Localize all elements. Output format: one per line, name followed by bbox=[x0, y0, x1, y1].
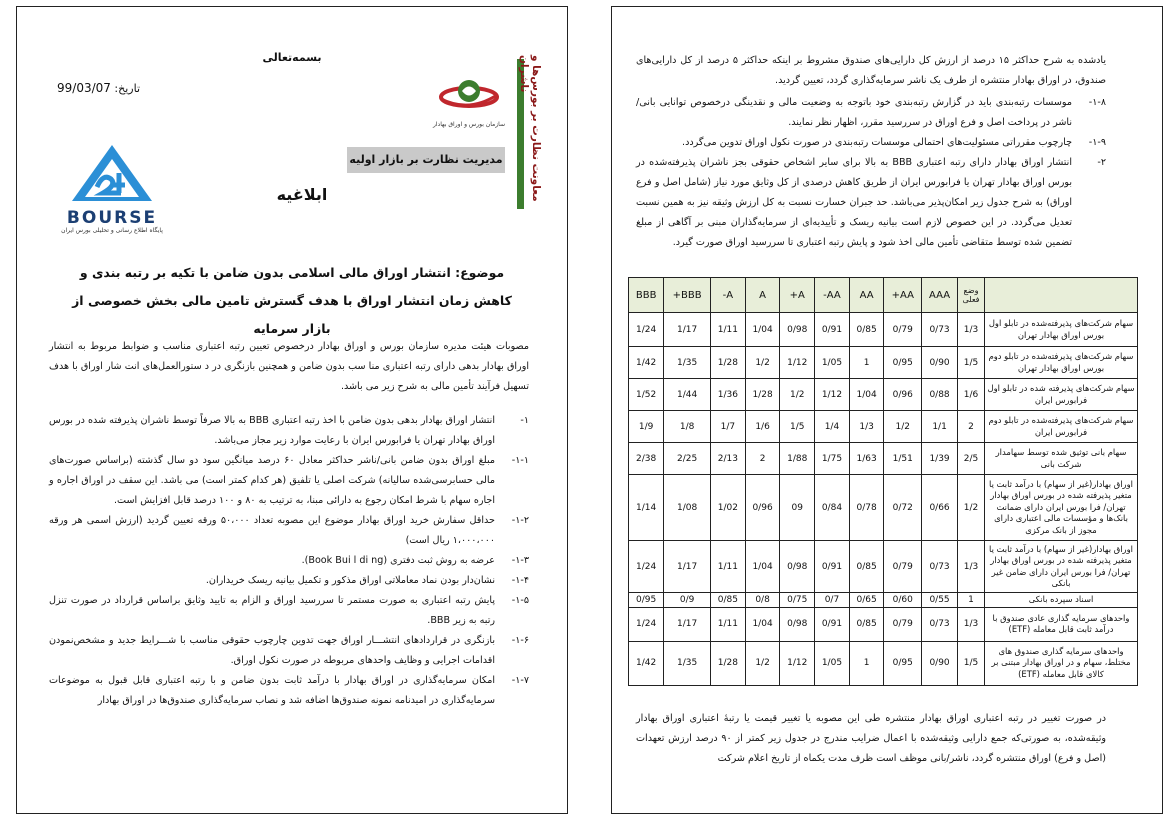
table-cell: 1 bbox=[849, 641, 884, 685]
notice-title: ابلاغیه bbox=[276, 185, 328, 204]
table-cell: 1/17 bbox=[664, 607, 711, 641]
side-vertical-title: معاونت نظارت بر بورس‌ها و ناشران bbox=[518, 55, 542, 202]
table-cell: 1/24 bbox=[629, 541, 664, 593]
item-number: ۱- bbox=[520, 415, 529, 426]
table-row-description: اسناد سپرده بانکی bbox=[985, 593, 1138, 608]
table-cell: 0/98 bbox=[780, 607, 815, 641]
table-cell: 1/6 bbox=[745, 411, 780, 443]
current-status-cell: 2 bbox=[958, 411, 985, 443]
item-number: ۱-۴- bbox=[511, 575, 529, 586]
table-cell: 1/75 bbox=[815, 443, 850, 475]
closing-paragraph: در صورت تغییر در رتبه اعتباری اوراق بهادار منتشره طی این مصوبه یا تغییر قیمت یا رتبهٔ اعتباری اوراق بهادار وثیقه‌شده، به صورتی‌که جمع دارایی وثیقه‌شده با اعمال ضرایب مندرج در جدول زیر کمتر از ۹۰ درصد ارزش تعهدات (اصل و فرع) اوراق منتشره گردد، ناشر/بانی موظف است ظرف مدت یکماه از تاریخ اعلام شرکت bbox=[636, 713, 1106, 764]
table-cell: 1/36 bbox=[711, 379, 746, 411]
column-header: A- bbox=[711, 278, 746, 313]
table-row-description: سهام شرکت‌های پذیرفته شده در تابلو اول فرابورس ایران bbox=[985, 379, 1138, 411]
bourse-logo-word: BOURSE bbox=[66, 208, 158, 228]
table-cell: 1/04 bbox=[745, 313, 780, 347]
table-row-description: اوراق بهادار(غیر از سهام) با درآمد ثابت یا متغیر پذیرفته شده در بورس اوراق بهادار تهران/ فرا بورس ایران دارای ضمانت بانک‌ها و مؤسسات مالی اعتباری دارای مجوز از بانک مرکزی bbox=[985, 475, 1138, 541]
table-cell: 1/7 bbox=[711, 411, 746, 443]
table-cell: 0/73 bbox=[922, 313, 958, 347]
table-row-description: سهام بانی توثیق شده توسط سهامدار شرکت بانی bbox=[985, 443, 1138, 475]
table-cell: 0/95 bbox=[884, 347, 922, 379]
current-status-cell: 2/5 bbox=[958, 443, 985, 475]
table-cell: 1/35 bbox=[664, 641, 711, 685]
item-number: ۱-۳- bbox=[511, 555, 529, 566]
item-text: امکان سرمایه‌گذاری در اوراق بهادار با درآمد ثابت بدون ضامن و با رتبه اعتباری قابل قبول به موضوعات سرمایه‌گذاری در امیدنامه نمونه صندوق‌ها اضافه شد و نصاب سرمایه‌گذاری صندوق‌ها در اوراق بهادار bbox=[49, 675, 495, 706]
table-cell: 1/28 bbox=[711, 347, 746, 379]
item-text: انتشار اوراق بهادار بدهی بدون ضامن با اخذ رتبه اعتباری BBB به بالا صرفاً توسط ناشران پذیرفته شده در بورس اوراق بهادار تهران یا فرابورس ایران با رعایت موارد زیر مجاز می‌باشد. bbox=[49, 415, 495, 446]
item-number: ۱-۷- bbox=[511, 675, 529, 686]
table-cell: 1/11 bbox=[711, 313, 746, 347]
table-cell: 1/24 bbox=[629, 607, 664, 641]
sebo-emblem-icon bbox=[429, 73, 509, 117]
table-cell: 0/88 bbox=[922, 379, 958, 411]
right-top-text bbox=[636, 51, 1106, 253]
current-status-cell: 1/5 bbox=[958, 641, 985, 685]
column-header: AA+ bbox=[884, 278, 922, 313]
table-cell: 1/63 bbox=[849, 443, 884, 475]
table-cell: 1/1 bbox=[922, 411, 958, 443]
current-status-cell: 1/3 bbox=[958, 313, 985, 347]
list-item bbox=[49, 571, 529, 591]
table-cell: 0/95 bbox=[884, 641, 922, 685]
table-cell: 0/85 bbox=[849, 541, 884, 593]
list-item bbox=[636, 133, 1106, 153]
item-text: چارچوب مقرراتی مسئولیت‌های احتمالی موسسات رتبه‌بندی در صورت نکول اوراق تدوین می‌گردد. bbox=[682, 137, 1072, 148]
table-cell: 0/79 bbox=[884, 541, 922, 593]
bourse-emblem-icon bbox=[57, 143, 167, 205]
table-row-description: واحدهای سرمایه گذاری صندوق های مختلط، سهام و در اوراق بهادار مبتنی بر کالای قابل معامله (ETF) bbox=[985, 641, 1138, 685]
sebo-logo-text: سازمان بورس و اوراق بهادار bbox=[432, 121, 505, 128]
table-cell: 1/88 bbox=[780, 443, 815, 475]
table-cell: 2/38 bbox=[629, 443, 664, 475]
table-cell: 0/73 bbox=[922, 541, 958, 593]
table-cell: 1/04 bbox=[745, 541, 780, 593]
item-number: ۱-۸- bbox=[1088, 97, 1106, 108]
sebo-logo bbox=[429, 73, 509, 133]
table-row bbox=[629, 541, 1138, 593]
column-header: BBB+ bbox=[664, 278, 711, 313]
table-cell: 0/96 bbox=[745, 475, 780, 541]
table-cell: 1/42 bbox=[629, 347, 664, 379]
table-cell: 0/65 bbox=[849, 593, 884, 608]
current-status-cell: 1/6 bbox=[958, 379, 985, 411]
date-line bbox=[57, 81, 140, 95]
current-status-cell: 1/3 bbox=[958, 541, 985, 593]
list-item bbox=[49, 511, 529, 551]
list-item bbox=[49, 631, 529, 671]
column-header: A bbox=[745, 278, 780, 313]
table-row-description: واحدهای سرمایه گذاری عادی صندوق با درآمد ثابت قابل معامله (ETF) bbox=[985, 607, 1138, 641]
table-cell: 0/60 bbox=[884, 593, 922, 608]
table-cell: 0/98 bbox=[780, 541, 815, 593]
column-header: A+ bbox=[780, 278, 815, 313]
column-header: BBB bbox=[629, 278, 664, 313]
table-cell: 1/28 bbox=[745, 379, 780, 411]
item-number: ۱-۹- bbox=[1088, 137, 1106, 148]
list-item bbox=[636, 153, 1106, 253]
table-cell: 0/90 bbox=[922, 641, 958, 685]
table-cell: 09 bbox=[780, 475, 815, 541]
item-number: ۱-۲- bbox=[511, 515, 529, 526]
table-cell: 0/91 bbox=[815, 607, 850, 641]
table-cell: 1/52 bbox=[629, 379, 664, 411]
right-bottom-text bbox=[636, 709, 1106, 771]
item-text: موسسات رتبه‌بندی باید در گزارش رتبه‌بندی خود باتوجه به وضعیت مالی و نقدینگی درخصوص توانایی بانی/ناشر در پرداخت اصل و فرع اوراق در سررسید مقرر، اظهار نظر نمایند. bbox=[636, 97, 1072, 128]
current-status-cell: 1 bbox=[958, 593, 985, 608]
table-row-description: سهام شرکت‌های پذیرفته‌شده در تابلو دوم بورس اوراق بهادار تهران bbox=[985, 347, 1138, 379]
item-number: ۱-۱- bbox=[511, 455, 529, 466]
table-row bbox=[629, 313, 1138, 347]
bourse-logo-caption: پایگاه اطلاع رسانی و تحلیلی بورس ایران bbox=[61, 227, 163, 234]
item-text: انتشار اوراق بهادار دارای رتبه اعتباری BBB به بالا برای سایر اشخاص حقوقی بجز ناشران پذیرفته‌شده در بورس اوراق بهادار تهران یا فرابورس ایران از طریق کاهش درصدی از کل وثایق مورد نیاز (شامل اصل و فرع اوراق) به شرح جدول زیر امکان‌پذیر می‌باشد. حد جبران خسارت نسبت به کل ارزش وثیقه نیز به همین نسبت تعدیل می‌گردد. در این خصوص لازم است بیانیه ریسک و تأییدیه‌ای از سرمایه‌گذاران مبنی بر آگاهی از مبلغ تضمین شده توسط متقاضی تأمین مالی اخذ شود و پایش رتبه اعتباری تا سررسید اوراق صورت گیرد. bbox=[636, 157, 1072, 248]
table-cell: 1/35 bbox=[664, 347, 711, 379]
table-cell: 1/17 bbox=[664, 313, 711, 347]
table-body bbox=[629, 313, 1138, 686]
table-cell: 1/08 bbox=[664, 475, 711, 541]
table-row bbox=[629, 607, 1138, 641]
table-cell: 1/2 bbox=[745, 641, 780, 685]
date-value: 99/03/07 bbox=[57, 81, 111, 95]
document-page-left bbox=[16, 6, 568, 814]
document-page-right bbox=[611, 6, 1163, 814]
table-row bbox=[629, 347, 1138, 379]
table-cell: 1/5 bbox=[780, 411, 815, 443]
table-cell: 1/05 bbox=[815, 641, 850, 685]
item-number: ۱-۵- bbox=[511, 595, 529, 606]
list-item bbox=[636, 93, 1106, 133]
table-cell: 0/79 bbox=[884, 313, 922, 347]
bismillah-header: بسمه‌تعالی bbox=[262, 51, 322, 64]
list-item bbox=[49, 591, 529, 631]
table-cell: 0/85 bbox=[849, 313, 884, 347]
table-cell: 1/11 bbox=[711, 607, 746, 641]
table-row bbox=[629, 593, 1138, 608]
item-number: ۲- bbox=[1097, 157, 1106, 168]
subject-line-2: کاهش زمان انتشار اوراق با هدف گسترش تامین مالی بخش خصوصی از بازار سرمایه bbox=[72, 293, 512, 336]
table-header-row bbox=[629, 278, 1138, 313]
column-header: AAA bbox=[922, 278, 958, 313]
table-row-description: اوراق بهادار(غیر از سهام) با درآمد ثابت یا متغیر پذیرفته شده در بورس اوراق بهادار تهران/ فرا بورس ایران دارای ضامن غیر بانکی bbox=[985, 541, 1138, 593]
item-text: عرضه به روش ثبت دفتری (Book Bui l di ng). bbox=[301, 555, 495, 566]
table-cell: 0/85 bbox=[711, 593, 746, 608]
left-body-text bbox=[49, 337, 529, 711]
table-cell: 2/13 bbox=[711, 443, 746, 475]
table-cell: 0/8 bbox=[745, 593, 780, 608]
table-cell: 0/75 bbox=[780, 593, 815, 608]
table-row bbox=[629, 411, 1138, 443]
table-cell: 1/8 bbox=[664, 411, 711, 443]
table-cell: 0/9 bbox=[664, 593, 711, 608]
column-header: AA bbox=[849, 278, 884, 313]
subject-line-1: موضوع: انتشار اوراق مالی اسلامی بدون ضامن با تکیه بر رتبه بندی و bbox=[79, 265, 505, 280]
current-status-cell: 1/5 bbox=[958, 347, 985, 379]
table-cell: 1/3 bbox=[849, 411, 884, 443]
table-cell: 2 bbox=[745, 443, 780, 475]
bourse-logo bbox=[57, 143, 167, 235]
table-row-description: سهام شرکت‌های پذیرفته‌شده در تابلو اول بورس اوراق بهادار تهران bbox=[985, 313, 1138, 347]
table-cell: 1/12 bbox=[780, 641, 815, 685]
table-cell: 1/39 bbox=[922, 443, 958, 475]
table-row bbox=[629, 475, 1138, 541]
table-cell: 2/25 bbox=[664, 443, 711, 475]
collateral-coefficient-table bbox=[628, 277, 1138, 686]
item-text: بازنگری در قراردادهای انتشـــار اوراق جهت تدوین چارچوب حقوقی مناسب با شـــرایط جدید و مشخص‌نمودن اقدامات اجرایی و وظایف واحدهای مربوطه در صورت نکول اوراق. bbox=[49, 635, 495, 666]
list-item bbox=[49, 411, 529, 451]
table-cell: 0/84 bbox=[815, 475, 850, 541]
table-cell: 0/91 bbox=[815, 313, 850, 347]
table-row bbox=[629, 379, 1138, 411]
item-text: حداقل سفارش خرید اوراق بهادار موضوع این مصوبه تعداد ۵۰،۰۰۰ ورقه تعیین گردید (ارزش اسمی هر ورقه ۱،۰۰۰،۰۰۰ ریال است) bbox=[49, 515, 495, 546]
table-cell: 1/51 bbox=[884, 443, 922, 475]
table-cell: 0/96 bbox=[884, 379, 922, 411]
table-cell: 1/24 bbox=[629, 313, 664, 347]
current-status-cell: 1/3 bbox=[958, 607, 985, 641]
table-cell: 0/73 bbox=[922, 607, 958, 641]
column-header bbox=[985, 278, 1138, 313]
table-cell: 1/02 bbox=[711, 475, 746, 541]
table-cell: 0/78 bbox=[849, 475, 884, 541]
item-number: ۱-۶- bbox=[511, 635, 529, 646]
table-cell: 1/04 bbox=[849, 379, 884, 411]
table-cell: 0/79 bbox=[884, 607, 922, 641]
table-cell: 0/95 bbox=[629, 593, 664, 608]
table-cell: 0/85 bbox=[849, 607, 884, 641]
table-cell: 1/2 bbox=[884, 411, 922, 443]
table-cell: 0/90 bbox=[922, 347, 958, 379]
table-cell: 1/14 bbox=[629, 475, 664, 541]
table-cell: 1/42 bbox=[629, 641, 664, 685]
column-header: وضع فعلی bbox=[958, 278, 985, 313]
item-text: نشان‌دار بودن نماد معاملاتی اوراق مذکور و تکمیل بیانیه ریسک خریداران. bbox=[205, 575, 495, 586]
table-cell: 1/28 bbox=[711, 641, 746, 685]
table-cell: 1/12 bbox=[780, 347, 815, 379]
date-label: تاریخ: bbox=[114, 82, 140, 95]
table-cell: 0/66 bbox=[922, 475, 958, 541]
table-row-description: سهام شرکت‌های پذیرفته‌شده در تابلو دوم فرابورس ایران bbox=[985, 411, 1138, 443]
table-cell: 1/2 bbox=[780, 379, 815, 411]
item-text: پایش رتبه اعتباری به صورت مستمر تا سررسید اوراق و الزام به تایید وثایق براساس قرارداد در صورت تنزل رتبه به زیر BBB. bbox=[49, 595, 495, 626]
table-cell: 1/44 bbox=[664, 379, 711, 411]
table-cell: 1/9 bbox=[629, 411, 664, 443]
table-cell: 1/4 bbox=[815, 411, 850, 443]
table-cell: 0/7 bbox=[815, 593, 850, 608]
table-cell: 0/72 bbox=[884, 475, 922, 541]
intro-paragraph: مصوبات هیئت مدیره سازمان بورس و اوراق بهادار درخصوص تعیین رتبه اعتباری مناسب و ضوابط مربوط به انتشار اوراق بهادار بدهی دارای رتبه اعتباری منا سب بدون ضامن و همچنین بازنگری در د ستورالعمل‌های انت شار اوراق با هدف تسهیل فرآیند تأمین مالی به شرح زیر می باشد. bbox=[49, 341, 529, 392]
table-cell: 1/05 bbox=[815, 347, 850, 379]
table-row bbox=[629, 443, 1138, 475]
column-header: AA- bbox=[815, 278, 850, 313]
table-row bbox=[629, 641, 1138, 685]
department-box: مدیریت نظارت بر بازار اولیه bbox=[347, 147, 505, 173]
table-cell: 1 bbox=[849, 347, 884, 379]
list-item bbox=[49, 451, 529, 511]
table-cell: 1/12 bbox=[815, 379, 850, 411]
item-text: مبلغ اوراق بدون ضامن بانی/ناشر حداکثر معادل ۶۰ درصد میانگین سود دو سال گذشته (براساس صورت‌های مالی حسابرسی‌شده سالیانه) شرکت اصلی یا تلفیق (هر کدام کمتر است) می باشد. این سقف در اوراق اجاره و اجاره سهام با شرط امکان رجوع به دارائی مبنا، به ترتیب به ۸۰ و ۱۰۰ درصد قابل افزایش است. bbox=[49, 455, 495, 506]
list-item bbox=[49, 671, 529, 711]
table-cell: 0/98 bbox=[780, 313, 815, 347]
table-cell: 1/2 bbox=[745, 347, 780, 379]
subject-block bbox=[72, 259, 512, 343]
table-cell: 1/17 bbox=[664, 541, 711, 593]
current-status-cell: 1/2 bbox=[958, 475, 985, 541]
table-cell: 1/11 bbox=[711, 541, 746, 593]
table-cell: 1/04 bbox=[745, 607, 780, 641]
list-item bbox=[49, 551, 529, 571]
table-cell: 0/55 bbox=[922, 593, 958, 608]
table-cell: 0/91 bbox=[815, 541, 850, 593]
continued-paragraph: یادشده به شرح حداکثر ۱۵ درصد از ارزش کل دارایی‌های صندوق مشروط بر اینکه حداکثر ۵ درصد از کل دارایی‌های صندوق، در اوراق بهادار منتشره از طرف یک ناشر سرمایه‌گذاری گردد، تعیین گردید. bbox=[636, 55, 1107, 86]
